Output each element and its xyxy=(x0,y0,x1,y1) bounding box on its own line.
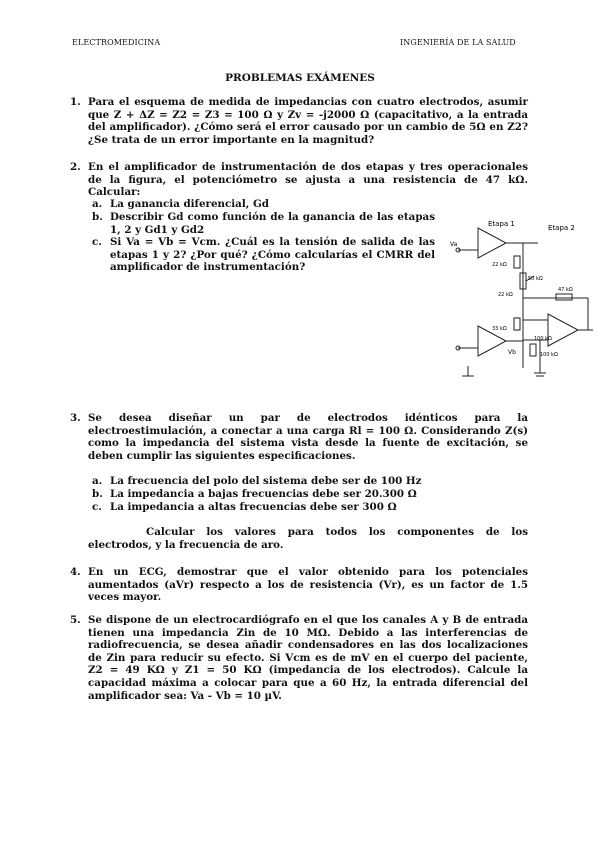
va-label: Va xyxy=(450,241,458,248)
problem-3-item-b xyxy=(92,488,510,501)
header-left: ELECTROMEDICINA xyxy=(72,38,161,47)
item-text: Si Va = Vb = Vcm. ¿Cuál es la tensión de salida de las etapas 1 y 2? ¿Por qué? ¿Cómo calcularías el CMRR del amplificador de instrumentación? xyxy=(110,236,435,274)
problem-5-text: Se dispone de un electrocardiógrafo en el que los canales A y B de entrada tienen una impedancia Zin de 10 MΩ. Debido a las interferencias de radiofrecuencia, se desea añadir condensadores en las dos localizaciones de Zin para reducir su efecto. Si Vcm es de mV en el cuerpo del paciente, Z2 = 49 KΩ y Z1 = 50 KΩ (impedancia de los electrodos). Calcule la capacidad máxima a colocar para que a 60 Hz, la entrada diferencial del amplificador sea: Va - Vb = 10 µV. xyxy=(88,614,528,702)
resistor-2-label: 22 kΩ xyxy=(498,292,513,298)
etapa-1-label: Etapa 1 xyxy=(488,220,515,228)
resistor-4-label: 47 kΩ xyxy=(558,287,573,293)
problem-2-number: 2. xyxy=(70,161,81,173)
problem-3-closing: Calcular los valores para todos los componentes de los electrodos, y la frecuencia de aro. xyxy=(88,526,528,551)
resistor-6-label: 100 kΩ xyxy=(540,352,558,358)
item-label: b. xyxy=(92,211,103,223)
problem-5-number: 5. xyxy=(70,614,81,626)
problem-4-text: En un ECG, demostrar que el valor obtenido para los potenciales aumentados (aVr) respecto a los de resistencia (Vr), es un factor de 1.5 veces mayor. xyxy=(88,566,528,604)
problem-1-number: 1. xyxy=(70,96,81,108)
problem-2-item-a xyxy=(92,198,440,211)
problem-2-text: En el amplificador de instrumentación de dos etapas y tres operacionales de la figura, el potenciómetro se ajusta a una resistencia de 47 kΩ. Calcular: xyxy=(88,161,528,199)
opamp-1-symbol xyxy=(478,228,506,258)
problem-3-text: Se desea diseñar un par de electrodos idénticos para la electroestimulación, a conectar a una carga Rl = 100 Ω. Considerando Z(s) como la impedancia del sistema vista desde la fuente de excitación, se deben cumplir las siguientes especificaciones. xyxy=(88,412,528,462)
item-label: a. xyxy=(92,198,103,210)
item-label: c. xyxy=(92,236,102,248)
problem-2-item-c xyxy=(92,236,435,274)
item-label: b. xyxy=(92,488,103,500)
instrumentation-amplifier-figure xyxy=(448,218,598,388)
problem-4-number: 4. xyxy=(70,566,81,578)
item-text: La impedancia a bajas frecuencias debe ser 20.300 Ω xyxy=(110,488,417,500)
problem-2-item-b xyxy=(92,211,435,236)
problem-5 xyxy=(70,614,528,702)
item-label: a. xyxy=(92,475,103,487)
problem-2 xyxy=(70,161,528,199)
problem-3-number: 3. xyxy=(70,412,81,424)
etapa-2-label: Etapa 2 xyxy=(548,224,575,232)
problem-4 xyxy=(70,566,528,604)
item-text: Describir Gd como función de la ganancia de las etapas 1, 2 y Gd1 y Gd2 xyxy=(110,211,435,236)
item-label: c. xyxy=(92,501,102,513)
item-text: La impedancia a altas frecuencias debe ser 300 Ω xyxy=(110,501,397,513)
problem-3-item-a xyxy=(92,475,510,488)
opamp-3-symbol xyxy=(548,314,578,346)
resistor-1-label: 22 kΩ xyxy=(492,262,507,268)
item-text: La frecuencia del polo del sistema debe ser de 100 Hz xyxy=(110,475,422,487)
problem-3 xyxy=(70,412,528,462)
item-text: La ganancia diferencial, Gd xyxy=(110,198,269,210)
problem-1 xyxy=(70,96,528,146)
page-title: PROBLEMAS EXÁMENES xyxy=(225,72,375,84)
problem-3-item-c xyxy=(92,501,510,514)
vb-label: Vb xyxy=(508,349,516,356)
pot-label: 50 kΩ xyxy=(528,276,543,282)
resistor-5-label: 100 kΩ xyxy=(534,336,552,342)
header-right: INGENIERÍA DE LA SALUD xyxy=(400,38,516,47)
resistor-3-label: 33 kΩ xyxy=(492,326,507,332)
problem-1-text: Para el esquema de medida de impedancias con cuatro electrodos, asumir que Z + ΔZ = Z2 = Z3 = 100 Ω y Zv = -j2000 Ω (capacitativo, a la entrada del amplificador). ¿Cómo será el error causado por un cambio de 5Ω en Z2? ¿Se trata de un error importante en la magnitud? xyxy=(88,96,528,146)
